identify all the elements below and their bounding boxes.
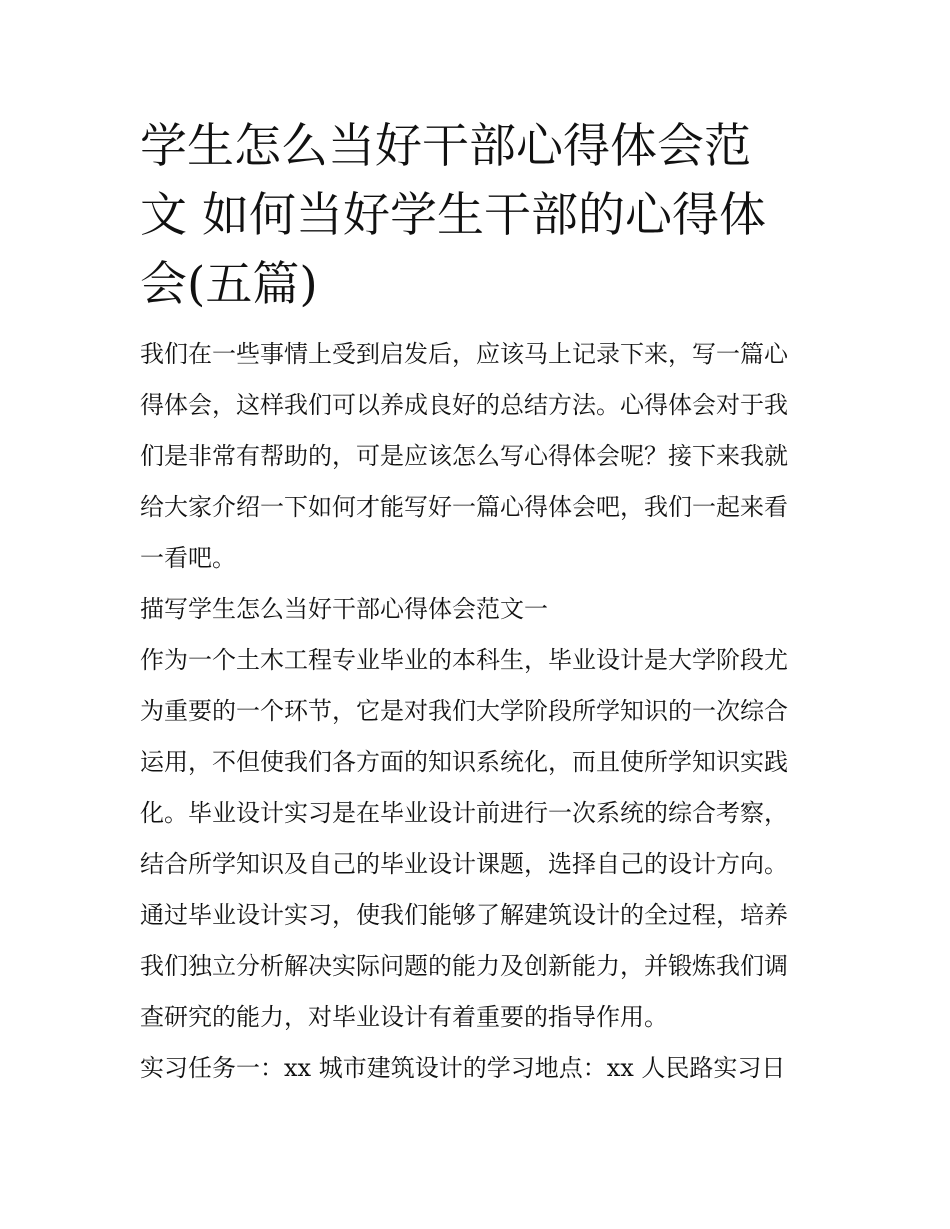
text-line: 得体会，这样我们可以养成良好的总结方法。心得体会对于我 (140, 391, 788, 419)
title-line: 学生怎么当好干部心得体会范 (140, 119, 751, 174)
title-line: 文 如何当好学生干部的心得体 (140, 188, 766, 243)
text-line: 结合所学知识及自己的毕业设计课题，选择自己的设计方向。 (140, 850, 788, 878)
text-line: 通过毕业设计实习，使我们能够了解建筑设计的全过程，培养 (140, 901, 788, 929)
text-line: 运用，不但使我们各方面的知识系统化，而且使所学知识实践 (140, 748, 788, 776)
text-line: 实习任务一：xx 城市建筑设计的学习地点：xx 人民路实习日 (140, 1054, 786, 1082)
body-paragraph (140, 635, 816, 1043)
text-line: 我们独立分析解决实际问题的能力及创新能力，并锻炼我们调 (140, 952, 788, 980)
text-line: 给大家介绍一下如何才能写好一篇心得体会吧，我们一起来看 (140, 493, 788, 521)
text-line: 化。毕业设计实习是在毕业设计前进行一次系统的综合考察， (140, 799, 788, 827)
text-line: 查研究的能力，对毕业设计有着重要的指导作用。 (140, 1003, 668, 1031)
paragraph-list (140, 329, 816, 1094)
intro-paragraph (140, 329, 816, 584)
title-line: 会(五篇) (140, 257, 318, 312)
document-title (140, 112, 816, 319)
text-line: 们是非常有帮助的，可是应该怎么写心得体会呢？接下来我就 (140, 442, 788, 470)
text-line: 描写学生怎么当好干部心得体会范文一 (140, 595, 548, 623)
text-line: 我们在一些事情上受到启发后，应该马上记录下来，写一篇心 (140, 340, 788, 368)
document-body (140, 112, 816, 1094)
text-line: 为重要的一个环节，它是对我们大学阶段所学知识的一次综合 (140, 697, 788, 725)
text-line: 一看吧。 (140, 544, 236, 572)
text-line: 作为一个土木工程专业毕业的本科生，毕业设计是大学阶段尤 (140, 646, 788, 674)
section-heading (140, 584, 816, 635)
task-paragraph (140, 1043, 816, 1094)
